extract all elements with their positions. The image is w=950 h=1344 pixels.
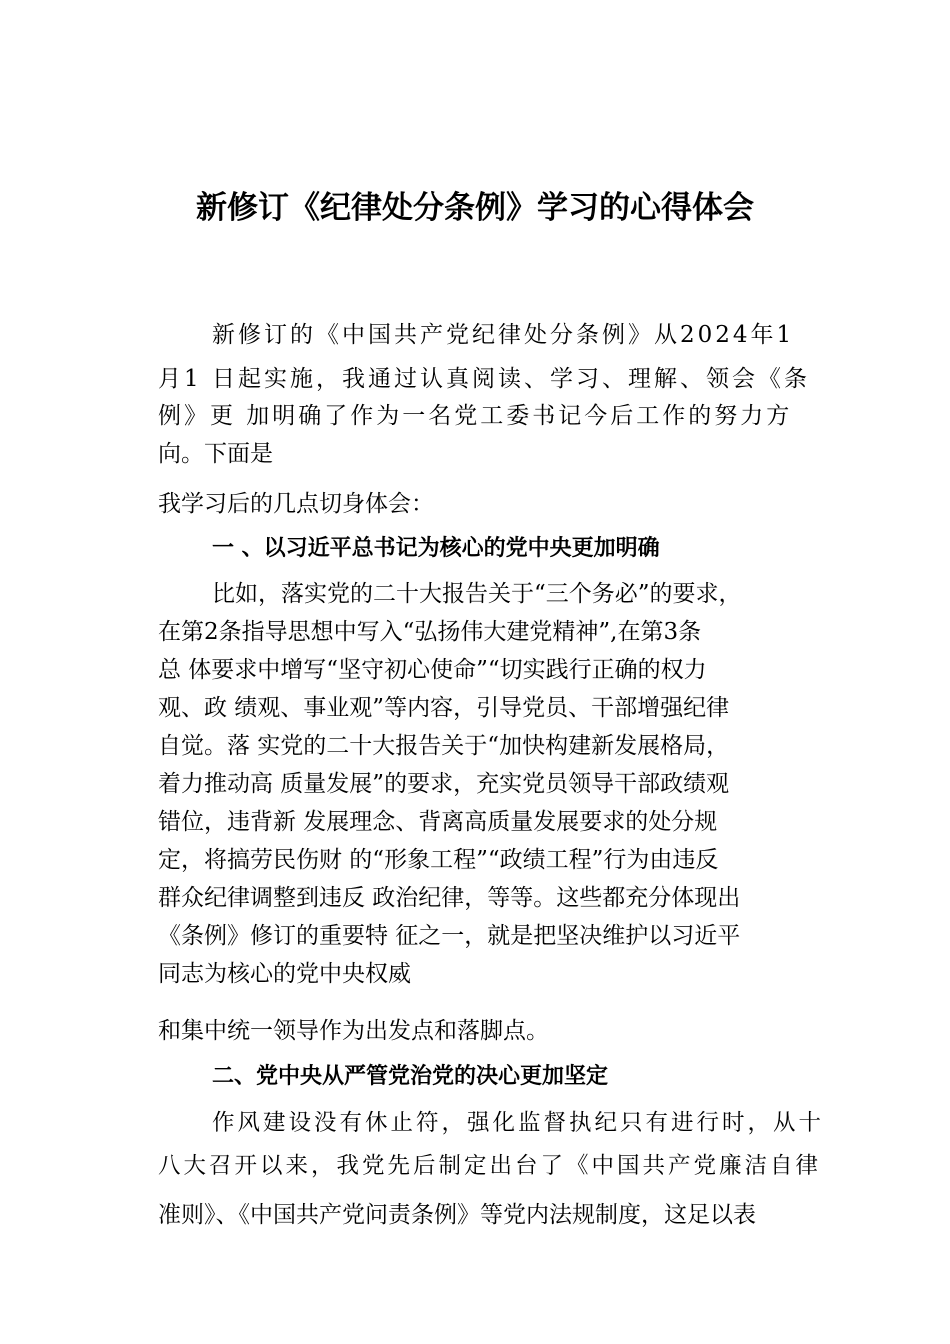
document-title: 新修订《纪律处分条例》学习的心得体会 [196,190,754,226]
intro-line-5: 我学习后的几点切身体会： [158,491,434,517]
section-1-line-3: 总 体要求中增写“坚守初心使命”“切实践行正确的权力 [158,657,707,683]
section-1-line-1: 比如，落实党的二十大报告关于“三个务必”的要求， [212,581,742,607]
section-1-line-11: 同志为核心的党中央权威 [158,961,411,987]
intro-line-1: 新修订的《中国共产党纪律处分条例》从2024年1 [212,322,795,348]
section-1-line-7: 错位，违背新 发展理念、背离高质量发展要求的处分规 [158,809,718,835]
section-1-line-12: 和集中统一领导作为出发点和落脚点。 [158,1018,549,1044]
section-1-line-9: 群众纪律调整到违反 政治纪律，等等。这些都充分体现出 [158,885,741,911]
section-2-line-3: 准则》、《中国共产党问责条例》等党内法规制度，这足以表 [158,1202,756,1228]
section-1-line-4: 观、政 绩观、事业观”等内容，引导党员、干部增强纪律 [158,695,730,721]
section-1-line-10: 《条例》修订的重要特 征之一，就是把坚决维护以习近平 [158,923,741,949]
section-2-heading: 二、党中央从严管党治党的决心更加坚定 [212,1064,609,1089]
section-1-line-2: 在第2条指导思想中写入“弘扬伟大建党精神”,在第3条 [158,619,702,645]
intro-line-2: 月1 日起实施，我通过认真阅读、学习、理解、领会《条 [158,366,810,392]
section-1-line-6: 着力推动高 质量发展”的要求，充实党员领导干部政绩观 [158,771,730,797]
intro-line-4: 向。下面是 [158,441,273,467]
section-1-line-8: 定，将搞劳民伤财 的“形象工程”“政绩工程”行为由违反 [158,847,719,873]
section-1-line-5: 自觉。落 实党的二十大报告关于“加快构建新发展格局， [158,733,730,759]
section-2-line-2: 八大召开以来，我党先后制定出台了《中国共产党廉洁自律 [158,1153,822,1179]
section-1-heading: 一 、以习近平总书记为核心的党中央更加明确 [212,536,660,561]
intro-line-3: 例》更 加明确了作为一名党工委书记今后工作的努力方 [158,403,793,429]
section-2-line-1: 作风建设没有休止符，强化监督执纪只有进行时，从十 [212,1110,825,1136]
